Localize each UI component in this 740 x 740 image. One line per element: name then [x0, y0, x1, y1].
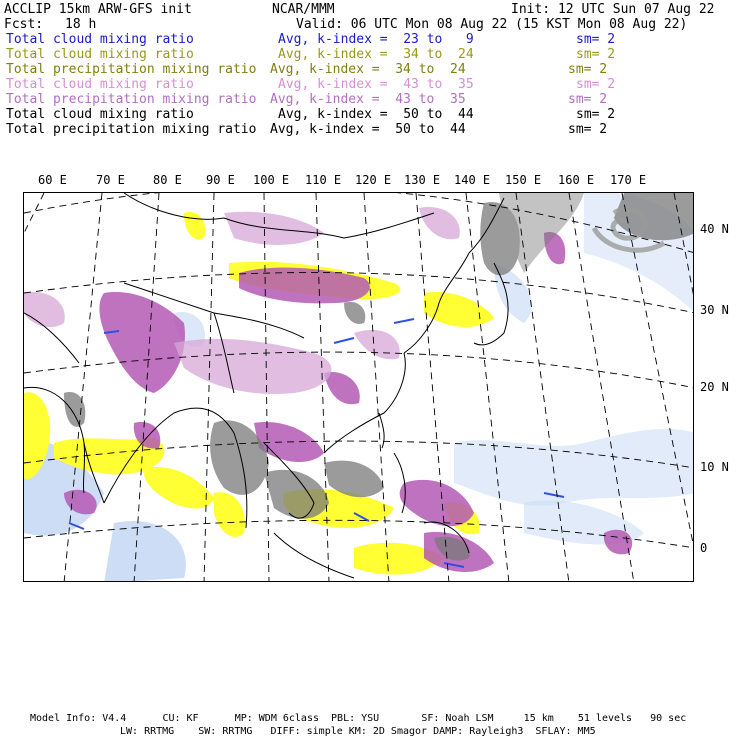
model-info-line1: Model Info: V4.4 CU: KF MP: WDM 6class PBL: YSU SF: Noah LSM 15 km 51 levels 90 sec — [30, 713, 687, 724]
field-name: Total precipitation mixing ratio — [6, 92, 257, 107]
light-purple-cloud-field — [24, 207, 460, 394]
field-sm: sm= 2 — [576, 47, 616, 62]
map-canvas — [24, 193, 694, 582]
field-sm: sm= 2 — [568, 62, 608, 77]
lon-label: 100 E — [253, 173, 290, 187]
fcst-label: Fcst: — [4, 17, 44, 32]
field-avg: Avg, k-index = 34 to 24 — [270, 62, 466, 77]
lon-label: 120 E — [355, 173, 392, 187]
lon-label: 140 E — [454, 173, 491, 187]
field-sm: sm= 2 — [576, 32, 616, 47]
field-sm: sm= 2 — [576, 77, 616, 92]
lon-label: 130 E — [404, 173, 441, 187]
field-avg: Avg, k-index = 43 to 35 — [278, 77, 474, 92]
fcst-value: 18 h — [65, 17, 97, 32]
field-sm: sm= 2 — [568, 122, 608, 137]
field-name: Total cloud mixing ratio — [6, 32, 194, 47]
field-sm: sm= 2 — [576, 107, 616, 122]
lon-label: 110 E — [305, 173, 342, 187]
model-info-line2: LW: RRTMG SW: RRTMG DIFF: simple KM: 2D Smagor DAMP: Rayleigh3 SFLAY: MM5 — [120, 726, 596, 737]
field-name: Total cloud mixing ratio — [6, 107, 194, 122]
field-name: Total cloud mixing ratio — [6, 47, 194, 62]
map-panel — [23, 192, 694, 582]
lat-label: 40 N — [700, 222, 729, 236]
field-avg: Avg, k-index = 50 to 44 — [270, 122, 466, 137]
lat-label: 20 N — [700, 380, 729, 394]
field-avg: Avg, k-index = 50 to 44 — [278, 107, 474, 122]
lat-label: 30 N — [700, 303, 729, 317]
init-time: Init: 12 UTC Sun 07 Aug 22 — [511, 2, 715, 17]
field-name: Total cloud mixing ratio — [6, 77, 194, 92]
lon-label: 80 E — [153, 173, 182, 187]
field-name: Total precipitation mixing ratio — [6, 122, 257, 137]
lat-label: 0 — [700, 541, 708, 555]
model-title: ACCLIP 15km ARW-GFS init — [4, 2, 192, 17]
lat-label: 10 N — [700, 460, 729, 474]
lon-label: 170 E — [610, 173, 647, 187]
field-avg: Avg, k-index = 43 to 35 — [270, 92, 466, 107]
lon-label: 150 E — [505, 173, 542, 187]
lon-label: 90 E — [206, 173, 235, 187]
center-label: NCAR/MMM — [272, 2, 335, 17]
field-name: Total precipitation mixing ratio — [6, 62, 257, 77]
lon-label: 70 E — [96, 173, 125, 187]
valid-time: Valid: 06 UTC Mon 08 Aug 22 (15 KST Mon 08 Aug 22) — [296, 17, 688, 32]
lon-label: 160 E — [558, 173, 595, 187]
field-sm: sm= 2 — [568, 92, 608, 107]
field-avg: Avg, k-index = 34 to 24 — [278, 47, 474, 62]
lon-label: 60 E — [38, 173, 67, 187]
field-avg: Avg, k-index = 23 to 9 — [278, 32, 474, 47]
